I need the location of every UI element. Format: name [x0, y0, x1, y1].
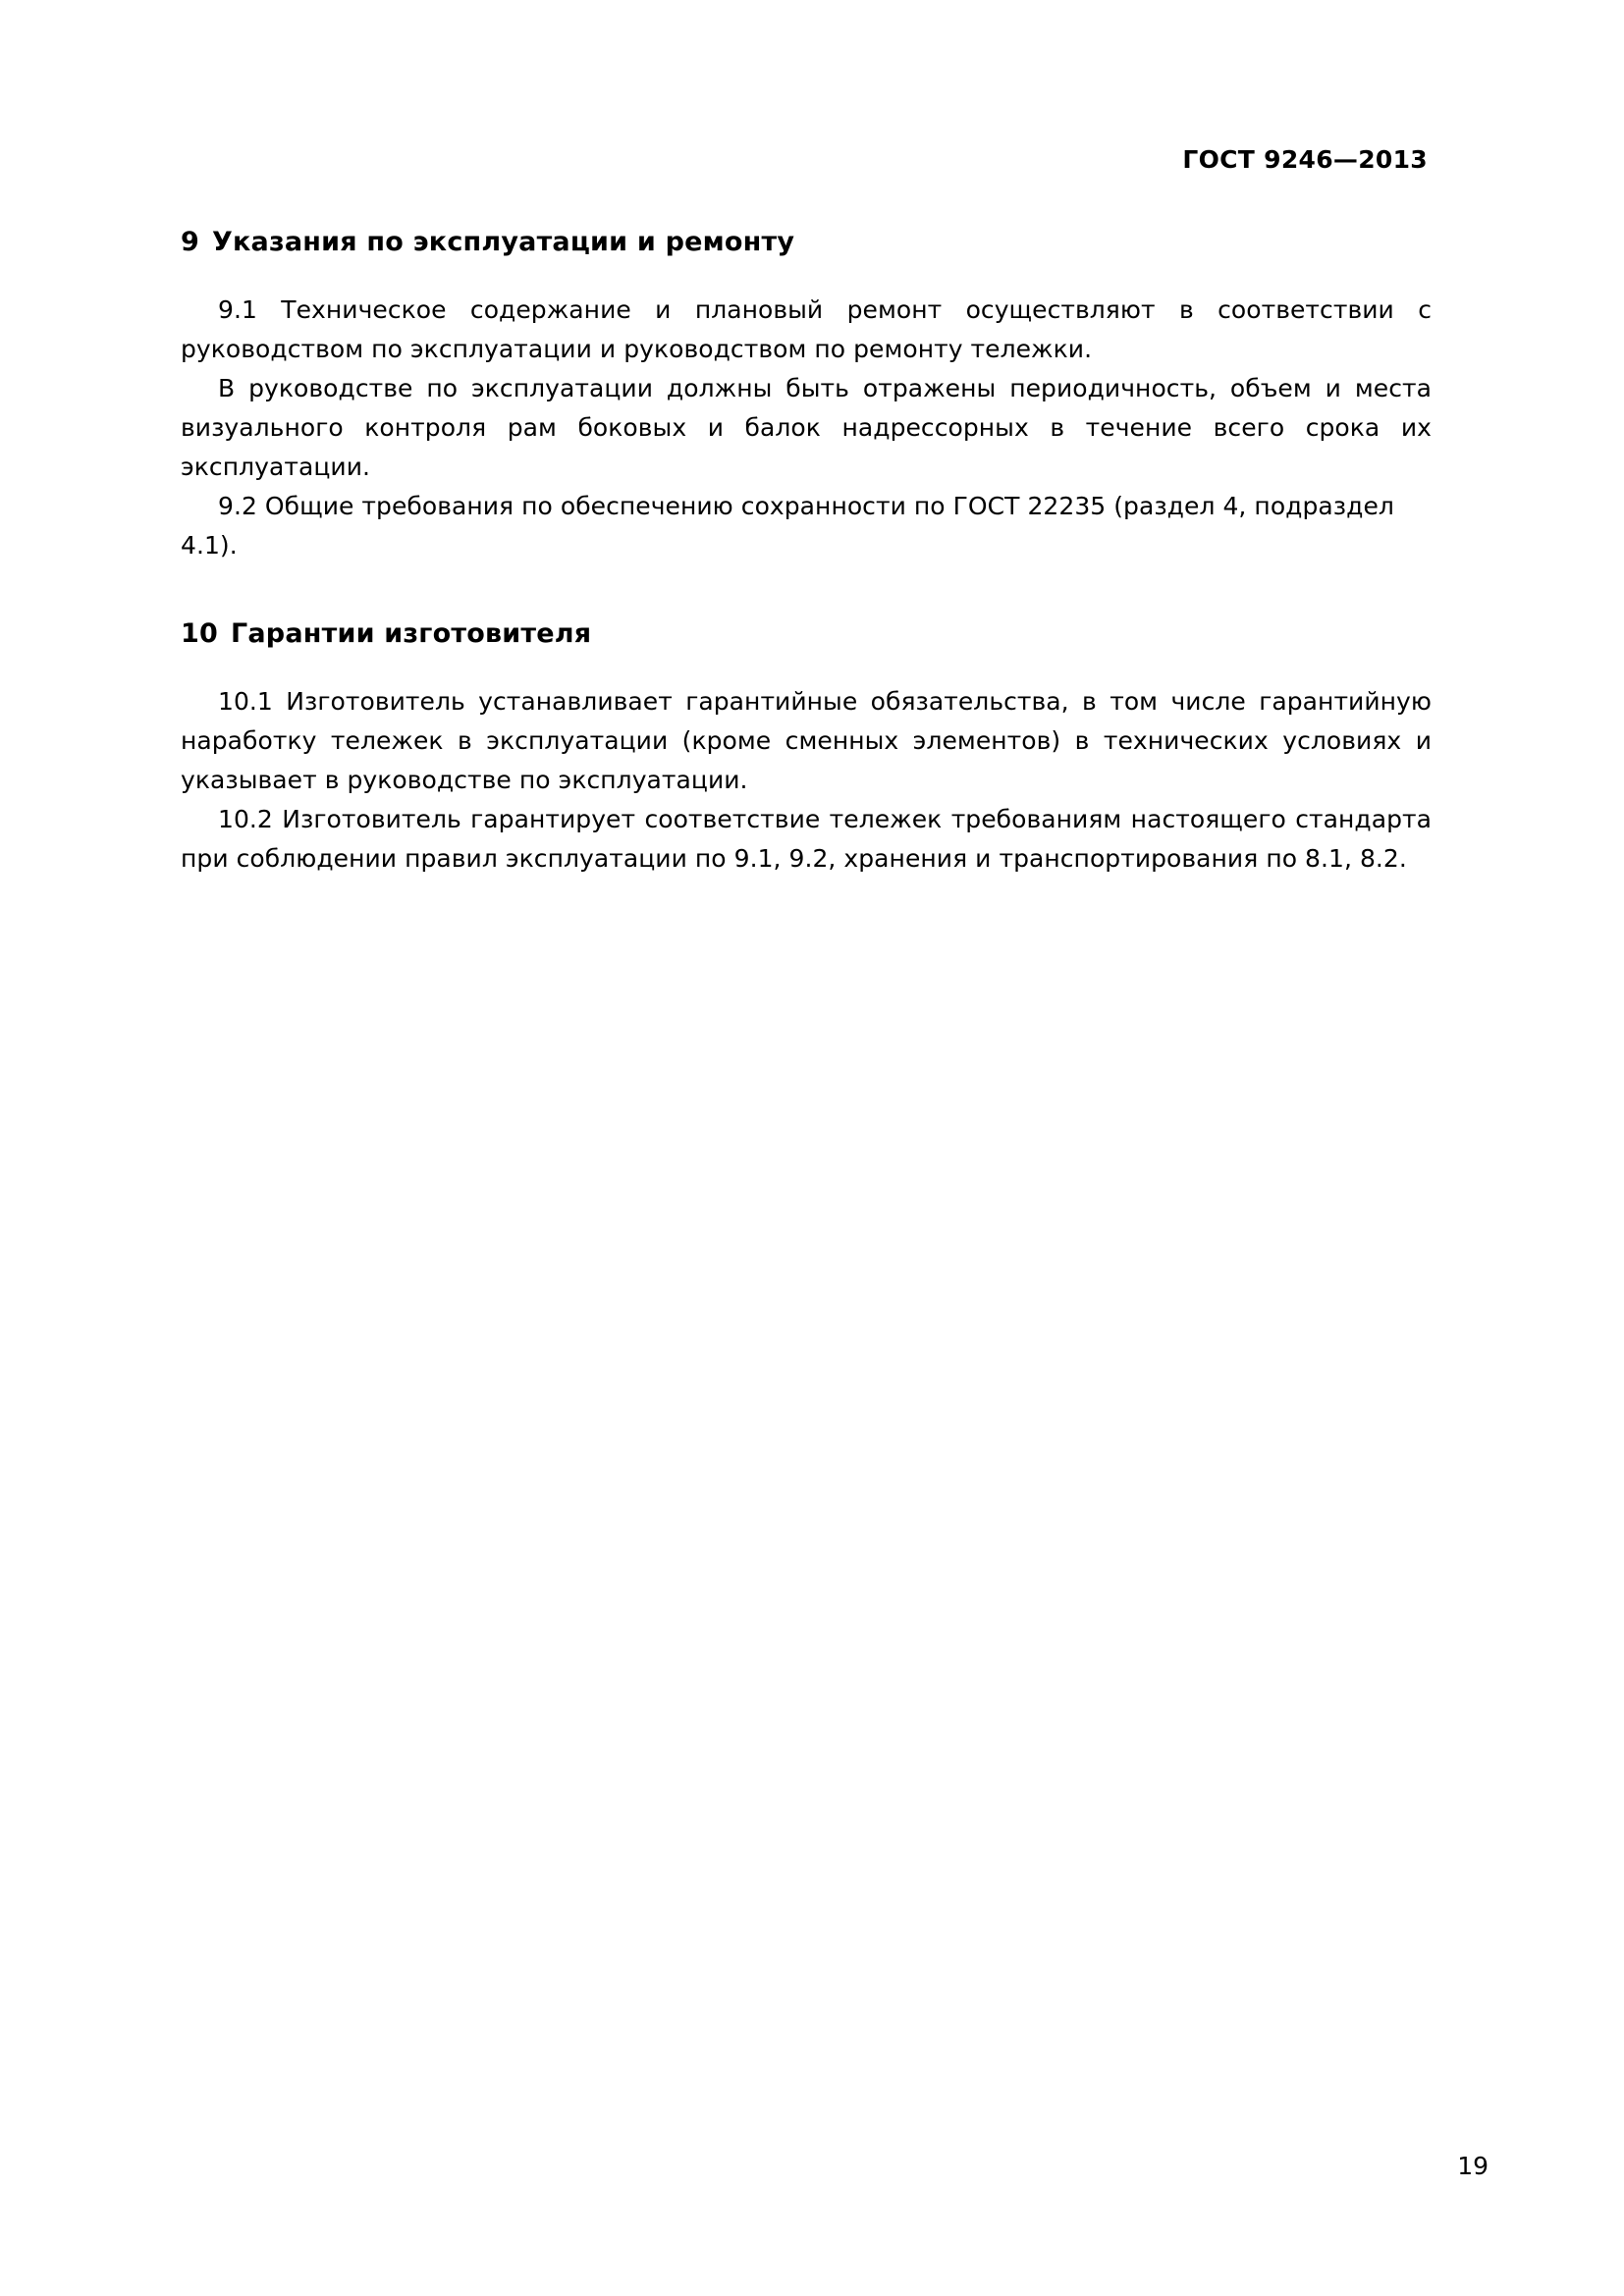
paragraph-text: В руководстве по эксплуатации должны быть отражены периодичность, объем и места визуального контроля рам боковых и балок надрессорных в течение всего срока их эксплуатации.: [181, 374, 1432, 481]
paragraph-10-2: [124, 800, 1439, 879]
section-heading-10: [124, 618, 1439, 649]
page-header-standard-number: ГОСТ 9246—2013: [1182, 145, 1428, 174]
paragraph-text: 9.2 Общие требования по обеспечению сохранности по ГОСТ 22235 (раздел 4, подраздел 4.1).: [181, 492, 1394, 560]
paragraph-9-2: [124, 487, 1439, 565]
paragraph-text: 9.1 Техническое содержание и плановый ремонт осуществляют в соответствии с руководством по эксплуатации и руководством по ремонту тележки.: [181, 295, 1432, 363]
paragraph-9-1-continued: [124, 369, 1439, 487]
paragraph-text: 10.2 Изготовитель гарантирует соответствие тележек требованиям настоящего стандарта при соблюдении правил эксплуатации по 9.1, 9.2, хранения и транспортирования по 8.1, 8.2.: [181, 805, 1432, 873]
page-content: [124, 0, 1439, 879]
section-title-text-10: Гарантии изготовителя: [230, 618, 592, 649]
paragraph-10-1: [124, 682, 1439, 800]
section-number-10: 10: [181, 618, 218, 649]
section-heading-9: [124, 227, 1439, 257]
page-number: 19: [1457, 2152, 1489, 2180]
paragraph-text: 10.1 Изготовитель устанавливает гарантийные обязательства, в том числе гарантийную наработку тележек в эксплуатации (кроме сменных элементов) в технических условиях и указывает в руководстве по эксплуатации.: [181, 687, 1432, 794]
section-number-9: 9: [181, 227, 199, 257]
paragraph-9-1: [124, 291, 1439, 369]
section-title-text-9: Указания по эксплуатации и ремонту: [212, 227, 795, 257]
